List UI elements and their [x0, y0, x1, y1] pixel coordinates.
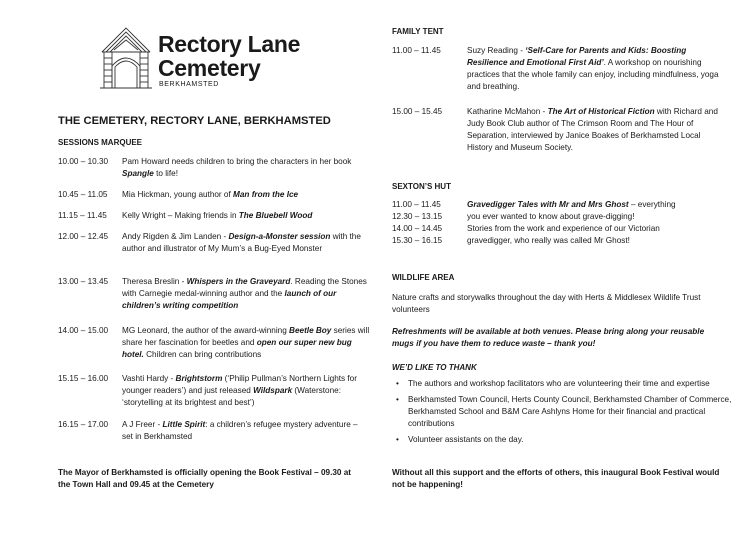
list-item — [58, 276, 370, 312]
list-item: • Berkhamsted Town Council, Herts County Council, Berkhamsted Chamber of Commerce, Berkhamsted School and B&M Care Ashlyns Home for their financial and practical contributions — [408, 394, 738, 430]
logo-title-line2: Cemetery — [158, 55, 261, 81]
session-desc: Gravedigger Tales with Mr and Mrs Ghost – everything — [467, 200, 676, 209]
session-time: 15.30 – 16.15 — [392, 236, 443, 245]
list-item — [392, 223, 722, 235]
session-desc: Katharine McMahon - The Art of Historical Fiction with Richard and Judy Book Club author of The Crimson Room and The Hour of Separation, interviewed by Janice Boakes of Berkhamsted Local History and Museum Society. — [467, 107, 718, 153]
session-desc: A J Freer - Little Spirit: a children’s refugee mystery adventure – set in Berkhamsted — [122, 420, 358, 442]
list-item — [392, 106, 722, 154]
list-item: • Volunteer assistants on the day. — [408, 434, 738, 446]
list-item — [58, 419, 370, 443]
session-desc: Vashti Hardy - Brightstorm (‘Philip Pullman’s Northern Lights for younger readers’) and just released Wildspark (Waterstone: ‘storytelling at its brightest and best’) — [122, 374, 357, 408]
session-time: 10.45 – 11.05 — [58, 190, 108, 199]
session-desc: gravedigger, who really was called Mr Ghost! — [467, 236, 630, 245]
session-desc: Mia Hickman, young author of Man from the Ice — [122, 190, 299, 199]
session-desc: Andy Rigden & Jim Landen - Design-a-Monster session with the author and illustrator of My Mum’s a Bug-Eyed Monster — [122, 232, 361, 254]
session-desc: Theresa Breslin - Whispers in the Graveyard. Reading the Stones with Carnegie medal-winning author and the launch of our children’s writing competition — [122, 277, 367, 311]
mayor-note: The Mayor of Berkhamsted is officially opening the Book Festival – 09.30 at the Town Hall and 09.45 at the Cemetery — [58, 468, 352, 490]
list-item — [392, 235, 722, 247]
thanks-list — [392, 378, 738, 450]
session-time: 11.00 – 11.45 — [392, 46, 441, 55]
session-desc: you ever wanted to know about grave-digging! — [467, 212, 635, 221]
family-tent-heading: FAMILY TENT — [392, 27, 444, 36]
list-item — [58, 373, 370, 409]
session-desc: Stories from the work and experience of our Victorian — [467, 224, 660, 233]
session-desc: Kelly Wright – Making friends in The Bluebell Wood — [122, 211, 313, 220]
closing-note: Without all this support and the efforts of others, this inaugural Book Festival would not be happening! — [392, 468, 720, 490]
wildlife-area-heading: WILDLIFE AREA — [392, 273, 455, 282]
session-desc: Pam Howard needs children to bring the characters in her book Spangle to life! — [122, 157, 352, 179]
list-item — [392, 199, 722, 211]
list-item — [58, 231, 370, 255]
list-item — [392, 211, 722, 223]
thanks-heading: WE’D LIKE TO THANK — [392, 363, 477, 372]
session-time: 16.15 – 17.00 — [58, 420, 109, 429]
sextons-hut-heading: SEXTON’S HUT — [392, 182, 451, 191]
session-time: 15.15 – 16.00 — [58, 374, 109, 383]
list-item — [58, 189, 370, 201]
venue-title: THE CEMETERY, RECTORY LANE, BERKHAMSTED — [58, 115, 331, 127]
session-time: 13.00 – 13.45 — [58, 277, 109, 286]
session-desc: Suzy Reading - ‘Self-Care for Parents and Kids: Boosting Resilience and Emotional First Aid’. A workshop on nourishing practices that the whole family can enjoy, including mindfulness, yoga and breathing. — [467, 46, 719, 92]
list-item — [58, 210, 370, 222]
list-item — [58, 325, 370, 361]
session-time: 14.00 – 15.00 — [58, 326, 109, 335]
sessions-marquee-heading: SESSIONS MARQUEE — [58, 138, 143, 147]
wildlife-area-text: Nature crafts and storywalks throughout the day with Herts & Middlesex Wildlife Trust volunteers — [392, 293, 701, 315]
list-item — [392, 45, 722, 93]
cemetery-gate-icon — [98, 24, 154, 90]
session-time: 14.00 – 14.45 — [392, 224, 443, 233]
list-item: • The authors and workshop facilitators who are volunteering their time and expertise — [408, 378, 738, 390]
logo-title-line1: Rectory Lane — [158, 31, 301, 57]
session-time: 12.30 – 13.15 — [392, 212, 443, 221]
logo-subtitle: BERKHAMSTED — [159, 81, 219, 88]
session-time: 15.00 – 15.45 — [392, 107, 443, 116]
session-time: 12.00 – 12.45 — [58, 232, 109, 241]
session-time: 10.00 – 10.30 — [58, 157, 109, 166]
list-item — [58, 156, 370, 180]
rectory-lane-cemetery-logo — [98, 24, 301, 90]
refreshments-note: Refreshments will be available at both venues. Please bring along your reusable mugs if you have them to reduce waste – thank you! — [392, 327, 705, 349]
session-desc: MG Leonard, the author of the award-winning Beetle Boy series will share her fascination for beetles and open our super new bug hotel. Children can bring contributions — [122, 326, 370, 360]
session-time: 11.15 – 11.45 — [58, 211, 107, 220]
session-time: 11.00 – 11.45 — [392, 200, 441, 209]
